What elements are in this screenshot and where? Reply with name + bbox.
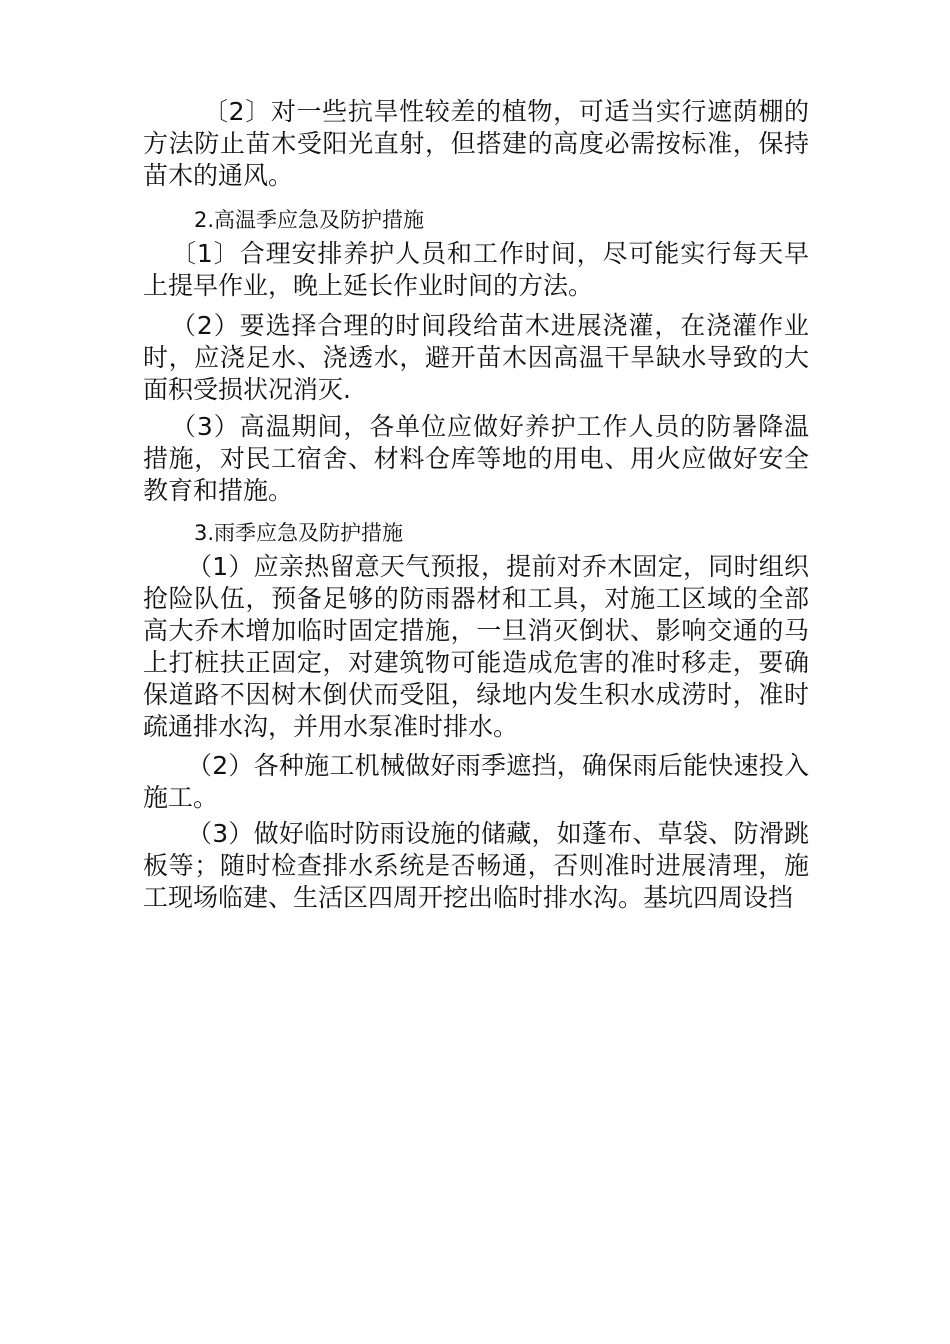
paragraph-shade-shed: 〔2〕对一些抗旱性较差的植物，可适当实行遮荫棚的方法防止苗木受阳光直射，但搭建的高度必需按标准，保持苗木的通风。 — [143, 97, 809, 190]
paragraph-heatstroke-prevention: （3）高温期间，各单位应做好养护工作人员的防暑降温措施，对民工宿舍、材料仓库等地的用电、用火应做好安全教育和措施。 — [143, 412, 809, 505]
section-heading-rainy-season: 3.雨季应急及防护措施 — [194, 521, 404, 545]
paragraph-machinery-cover: （2）各种施工机械做好雨季遮挡，确保雨后能快速投入施工。 — [143, 751, 809, 812]
paragraph-work-schedule: 〔1〕合理安排养护人员和工作时间，尽可能实行每天早上提早作业，晚上延长作业时间的方法。 — [143, 239, 809, 300]
paragraph-weather-forecast: （1）应亲热留意天气预报，提前对乔木固定，同时组织抢险队伍，预备足够的防雨器材和工具，对施工区域的全部高大乔木增加临时固定措施，一旦消灭倒状、影响交通的马上打桩扶正固定，对建筑物可能造成危害的准时移走，要确保道路不因树木倒伏而受阻，绿地内发生积水成涝时，准时疏通排水沟，并用水泵准时排水。 — [143, 552, 809, 741]
section-heading-high-temperature: 2.高温季应急及防护措施 — [194, 208, 425, 232]
paragraph-irrigation: （2）要选择合理的时间段给苗木进展浇灌，在浇灌作业时，应浇足水、浇透水，避开苗木因高温干旱缺水导致的大面积受损状况消灭. — [143, 311, 809, 404]
paragraph-rain-facilities: （3）做好临时防雨设施的储藏，如蓬布、草袋、防滑跳板等；随时检查排水系统是否畅通，否则准时进展清理，施工现场临建、生活区四周开挖出临时排水沟。基坑四周设挡 — [143, 819, 809, 912]
